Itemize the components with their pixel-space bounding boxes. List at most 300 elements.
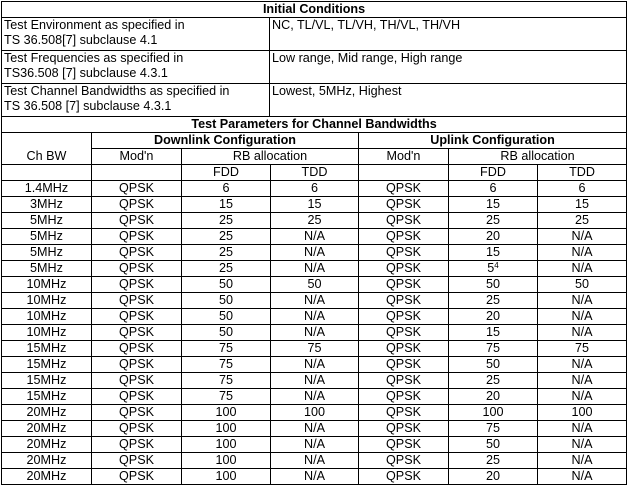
ul-fdd-rb-cell — [449, 277, 538, 293]
ul-modulation-cell — [359, 437, 449, 453]
ul-tdd-rb-cell-value: N/A — [571, 469, 593, 483]
ul-fdd-rb-cell — [449, 325, 538, 341]
dl-tdd-rb-cell-value: 50 — [307, 277, 322, 291]
ul-fdd-rb-cell — [449, 197, 538, 213]
ch-bw-cell-value: 20MHz — [26, 405, 67, 419]
ul-tdd-rb-cell-value: N/A — [571, 373, 593, 387]
ul-tdd-rb-cell-value: N/A — [571, 389, 593, 403]
initial-conditions-title: Initial Conditions — [2, 2, 627, 18]
table-row — [2, 341, 627, 357]
ul-fdd-rb-cell — [449, 421, 538, 437]
ul-modulation-cell-value: QPSK — [386, 309, 421, 323]
ul-tdd-rb-cell — [538, 277, 627, 293]
ul-modulation-cell — [359, 277, 449, 293]
ch-bw-cell — [2, 341, 92, 357]
dl-modulation-cell-value: QPSK — [119, 261, 154, 275]
ul-fdd-rb-cell-value: 20 — [485, 229, 500, 243]
condition-label — [2, 84, 270, 117]
table-row — [2, 293, 627, 309]
ch-bw-cell — [2, 469, 92, 485]
dl-fdd-rb-cell-value: 75 — [218, 389, 233, 403]
ch-bw-cell-value: 3MHz — [30, 197, 63, 211]
ul-modulation-cell-value: QPSK — [386, 277, 421, 291]
ch-bw-cell — [2, 437, 92, 453]
dl-fdd-rb-cell — [182, 293, 271, 309]
ul-modulation-cell-value: QPSK — [386, 213, 421, 227]
dl-tdd-rb-cell — [271, 389, 359, 405]
ch-bw-cell — [2, 405, 92, 421]
dl-fdd-rb-cell-value: 25 — [218, 261, 233, 275]
dl-fdd-rb-cell-value: 100 — [215, 405, 237, 419]
ul-tdd-rb-cell — [538, 437, 627, 453]
ul-tdd-rb-cell — [538, 261, 627, 277]
ul-modulation-cell-value: QPSK — [386, 245, 421, 259]
dl-fdd-rb-cell-value: 50 — [218, 277, 233, 291]
condition-value: Lowest, 5MHz, Highest — [270, 84, 627, 117]
table-row — [2, 245, 627, 261]
ul-modulation-cell-value: QPSK — [386, 181, 421, 195]
dl-fdd-rb-cell-value: 100 — [215, 453, 237, 467]
ul-fdd-rb-cell-value: 50 — [485, 437, 500, 451]
ul-tdd-rb-cell-value: 15 — [575, 197, 590, 211]
dl-tdd-rb-cell-value: N/A — [304, 309, 325, 323]
ul-tdd-rb-cell — [538, 213, 627, 229]
dl-modulation-cell — [92, 293, 182, 309]
dl-tdd-rb-cell — [271, 437, 359, 453]
ch-bw-cell — [2, 389, 92, 405]
ul-tdd-rb-cell — [538, 421, 627, 437]
dl-tdd-rb-cell — [271, 197, 359, 213]
ul-fdd-rb-cell-value: 75 — [485, 421, 500, 435]
dl-tdd-rb-cell — [271, 469, 359, 485]
ul-tdd-rb-cell — [538, 341, 627, 357]
dl-modulation-cell — [92, 245, 182, 261]
ch-bw-cell — [2, 181, 92, 197]
ul-fdd-rb-cell — [449, 453, 538, 469]
ul-tdd-rb-cell — [538, 357, 627, 373]
ch-bw-cell-value: 5MHz — [30, 261, 63, 275]
ul-tdd-rb-cell-value: N/A — [571, 309, 593, 323]
table-row — [2, 261, 627, 277]
ul-modulation-cell-value: QPSK — [386, 357, 421, 371]
table-row — [2, 357, 627, 373]
ch-bw-cell-value: 20MHz — [26, 421, 67, 435]
ul-modulation-cell-value: QPSK — [386, 197, 421, 211]
ul-tdd-rb-cell-value: N/A — [571, 261, 593, 275]
dl-fdd-rb-cell — [182, 421, 271, 437]
ch-bw-header-cell — [2, 133, 92, 149]
ul-tdd-rb-cell-value: N/A — [571, 245, 593, 259]
dl-fdd-rb-cell-value: 25 — [218, 229, 233, 243]
ul-modulation-cell — [359, 341, 449, 357]
test-parameters-title: Test Parameters for Channel Bandwidths — [2, 117, 627, 133]
ul-modulation-cell-value: QPSK — [386, 373, 421, 387]
ch-bw-header: Ch BW — [2, 149, 92, 165]
ul-fdd-rb-cell — [449, 261, 538, 277]
ul-fdd-rb-cell-value: 25 — [485, 453, 500, 467]
dl-modulation-cell-value: QPSK — [119, 453, 154, 467]
dl-modulation-cell — [92, 309, 182, 325]
table-row — [2, 309, 627, 325]
dl-fdd-rb-cell-value: 100 — [215, 421, 237, 435]
dl-tdd-rb-cell — [271, 213, 359, 229]
dl-tdd-rb-cell-value: 75 — [307, 341, 322, 355]
dl-modulation-cell-value: QPSK — [119, 341, 154, 355]
ul-tdd-header: TDD — [538, 165, 627, 181]
ul-tdd-rb-cell — [538, 229, 627, 245]
dl-modulation-cell — [92, 277, 182, 293]
dl-modulation-cell — [92, 389, 182, 405]
ul-modulation-cell — [359, 469, 449, 485]
dl-fdd-rb-cell — [182, 341, 271, 357]
condition-row — [2, 18, 627, 51]
ul-fdd-rb-cell-value: 15 — [485, 325, 500, 339]
ul-tdd-rb-cell-value: 25 — [575, 213, 590, 227]
table-row — [2, 181, 627, 197]
dl-fdd-rb-cell — [182, 309, 271, 325]
dl-fdd-rb-cell — [182, 325, 271, 341]
dl-modulation-cell-value: QPSK — [119, 325, 154, 339]
ul-fdd-rb-cell — [449, 389, 538, 405]
dl-fdd-rb-cell — [182, 261, 271, 277]
ul-tdd-rb-cell-value: N/A — [571, 437, 593, 451]
ch-bw-cell-value: 20MHz — [26, 453, 67, 467]
dl-fdd-rb-cell-value: 25 — [218, 245, 233, 259]
ul-fdd-rb-cell-value: 20 — [485, 389, 500, 403]
dl-fdd-rb-cell — [182, 389, 271, 405]
dl-modulation-cell-value: QPSK — [119, 181, 154, 195]
dl-tdd-rb-cell-value: N/A — [304, 469, 325, 483]
ul-fdd-rb-cell — [449, 293, 538, 309]
dl-tdd-rb-cell — [271, 421, 359, 437]
parameter-rows — [2, 181, 627, 485]
dl-tdd-rb-cell-value: N/A — [304, 245, 325, 259]
ul-tdd-rb-cell-value: 100 — [571, 405, 593, 419]
ch-bw-cell-value: 15MHz — [26, 357, 67, 371]
ul-modulation-cell — [359, 181, 449, 197]
ch-bw-cell — [2, 245, 92, 261]
dl-modulation-cell-value: QPSK — [119, 213, 154, 227]
ul-tdd-rb-cell — [538, 197, 627, 213]
dl-modulation-cell-value: QPSK — [119, 421, 154, 435]
ul-fdd-rb-cell-value: 50 — [485, 357, 500, 371]
ch-bw-cell-value: 20MHz — [26, 469, 67, 483]
ul-modulation-cell — [359, 405, 449, 421]
ul-tdd-rb-cell-value: N/A — [571, 357, 593, 371]
ul-tdd-rb-cell — [538, 373, 627, 389]
dl-modulation-cell-value: QPSK — [119, 229, 154, 243]
ul-fdd-rb-cell-value: 75 — [485, 341, 500, 355]
dl-modulation-cell — [92, 341, 182, 357]
ul-tdd-rb-cell-value: N/A — [571, 421, 593, 435]
ch-bw-cell — [2, 293, 92, 309]
ch-bw-cell-value: 1.4MHz — [24, 181, 69, 195]
ul-fdd-rb-cell — [449, 181, 538, 197]
test-parameters-table — [1, 117, 627, 485]
dl-tdd-rb-cell-value: 100 — [303, 405, 325, 419]
dl-modulation-cell-value: QPSK — [119, 469, 154, 483]
condition-label-line1: Test Frequencies as specified in — [4, 51, 184, 65]
ul-modulation-cell — [359, 357, 449, 373]
ul-tdd-rb-cell — [538, 245, 627, 261]
footnote-marker: 4 — [494, 261, 499, 270]
ul-modn-header: Mod'n — [359, 149, 449, 165]
dl-modulation-cell — [92, 405, 182, 421]
ch-bw-cell-value: 5MHz — [30, 213, 63, 227]
ul-modulation-cell-value: QPSK — [386, 389, 421, 403]
dl-tdd-rb-cell-value: N/A — [304, 261, 325, 275]
initial-conditions-table — [1, 1, 627, 117]
table-row — [2, 405, 627, 421]
ch-bw-cell-value: 10MHz — [26, 325, 67, 339]
ul-modulation-cell-value: QPSK — [386, 325, 421, 339]
table-row — [2, 469, 627, 485]
ch-bw-cell-value: 5MHz — [30, 229, 63, 243]
dl-modulation-cell — [92, 357, 182, 373]
dl-modn-blank-cell — [92, 165, 182, 181]
ul-modulation-cell — [359, 197, 449, 213]
condition-label-line1: Test Environment as specified in — [4, 18, 185, 32]
ch-bw-cell — [2, 229, 92, 245]
ch-bw-cell — [2, 261, 92, 277]
dl-tdd-rb-cell — [271, 453, 359, 469]
dl-tdd-rb-cell — [271, 325, 359, 341]
dl-tdd-rb-cell — [271, 293, 359, 309]
ul-fdd-rb-cell-value: 5 — [487, 261, 495, 275]
ch-bw-cell — [2, 325, 92, 341]
dl-tdd-rb-cell-value: N/A — [304, 389, 325, 403]
ch-bw-cell-value: 15MHz — [26, 373, 67, 387]
ul-fdd-rb-cell-value: 15 — [485, 245, 500, 259]
dl-tdd-rb-cell — [271, 405, 359, 421]
ul-fdd-rb-cell — [449, 309, 538, 325]
ul-fdd-rb-cell — [449, 357, 538, 373]
ul-fdd-rb-cell — [449, 437, 538, 453]
dl-modulation-cell-value: QPSK — [119, 373, 154, 387]
ul-fdd-rb-cell — [449, 373, 538, 389]
dl-tdd-rb-cell — [271, 277, 359, 293]
dl-tdd-rb-cell-value: 25 — [307, 213, 322, 227]
dl-fdd-rb-cell — [182, 181, 271, 197]
dl-fdd-rb-cell-value: 50 — [218, 309, 233, 323]
dl-tdd-rb-cell-value: N/A — [304, 373, 325, 387]
ul-fdd-rb-cell-value: 6 — [489, 181, 497, 195]
dl-modulation-cell — [92, 325, 182, 341]
table-row — [2, 213, 627, 229]
ul-modulation-cell-value: QPSK — [386, 437, 421, 451]
ul-fdd-rb-cell-value: 25 — [485, 293, 500, 307]
ul-modulation-cell — [359, 245, 449, 261]
table-row — [2, 373, 627, 389]
condition-label — [2, 18, 270, 51]
ch-bw-cell — [2, 277, 92, 293]
ul-modulation-cell-value: QPSK — [386, 261, 421, 275]
ch-bw-cell — [2, 309, 92, 325]
condition-row — [2, 84, 627, 117]
ul-modulation-cell-value: QPSK — [386, 469, 421, 483]
dl-modulation-cell — [92, 229, 182, 245]
ul-modulation-cell — [359, 389, 449, 405]
dl-fdd-rb-cell-value: 100 — [215, 469, 237, 483]
dl-fdd-header: FDD — [182, 165, 271, 181]
dl-modulation-cell — [92, 181, 182, 197]
ch-bw-cell-value: 10MHz — [26, 277, 67, 291]
dl-modulation-cell-value: QPSK — [119, 437, 154, 451]
ch-bw-cell-value: 5MHz — [30, 245, 63, 259]
ul-modulation-cell-value: QPSK — [386, 293, 421, 307]
dl-tdd-rb-cell — [271, 373, 359, 389]
dl-modulation-cell-value: QPSK — [119, 389, 154, 403]
dl-tdd-rb-cell — [271, 357, 359, 373]
dl-tdd-rb-cell-value: N/A — [304, 357, 325, 371]
dl-tdd-rb-cell-value: 6 — [310, 181, 318, 195]
ul-modulation-cell — [359, 213, 449, 229]
dl-modulation-cell — [92, 213, 182, 229]
dl-fdd-rb-cell — [182, 469, 271, 485]
dl-modulation-cell-value: QPSK — [119, 309, 154, 323]
dl-fdd-rb-cell-value: 100 — [215, 437, 237, 451]
dl-tdd-rb-cell-value: N/A — [304, 453, 325, 467]
ch-bw-cell — [2, 453, 92, 469]
ul-tdd-rb-cell — [538, 309, 627, 325]
ul-modulation-cell — [359, 453, 449, 469]
ul-tdd-rb-cell-value: N/A — [571, 293, 593, 307]
condition-label-line2: TS 36.508 [7] subclause 4.3.1 — [4, 99, 172, 113]
ul-modn-blank-cell — [359, 165, 449, 181]
ul-fdd-rb-cell-value: 50 — [485, 277, 500, 291]
dl-fdd-rb-cell — [182, 373, 271, 389]
dl-fdd-rb-cell-value: 50 — [218, 325, 233, 339]
table-row — [2, 229, 627, 245]
table-row — [2, 453, 627, 469]
condition-row — [2, 51, 627, 84]
ch-bw-cell — [2, 197, 92, 213]
ul-modulation-cell-value: QPSK — [386, 341, 421, 355]
condition-value: Low range, Mid range, High range — [270, 51, 627, 84]
dl-fdd-rb-cell-value: 75 — [218, 373, 233, 387]
ch-bw-cell — [2, 357, 92, 373]
dl-tdd-rb-cell — [271, 341, 359, 357]
dl-tdd-rb-cell-value: N/A — [304, 229, 325, 243]
ul-fdd-header: FDD — [449, 165, 538, 181]
ul-fdd-rb-cell-value: 20 — [485, 469, 500, 483]
ul-modulation-cell — [359, 309, 449, 325]
dl-modulation-cell — [92, 437, 182, 453]
ch-bw-cell — [2, 373, 92, 389]
dl-fdd-rb-cell-value: 75 — [218, 357, 233, 371]
ul-fdd-rb-cell — [449, 229, 538, 245]
dl-modulation-cell — [92, 261, 182, 277]
ul-fdd-rb-cell — [449, 213, 538, 229]
dl-fdd-rb-cell-value: 25 — [218, 213, 233, 227]
dl-fdd-rb-cell — [182, 277, 271, 293]
ul-fdd-rb-cell — [449, 469, 538, 485]
condition-label-line1: Test Channel Bandwidths as specified in — [4, 84, 230, 98]
condition-value: NC, TL/VL, TL/VH, TH/VL, TH/VH — [270, 18, 627, 51]
dl-fdd-rb-cell — [182, 453, 271, 469]
ul-fdd-rb-cell — [449, 341, 538, 357]
ul-modulation-cell-value: QPSK — [386, 405, 421, 419]
dl-modulation-cell — [92, 453, 182, 469]
ul-modulation-cell-value: QPSK — [386, 421, 421, 435]
dl-fdd-rb-cell-value: 15 — [218, 197, 233, 211]
dl-tdd-rb-cell — [271, 229, 359, 245]
table-row — [2, 325, 627, 341]
dl-modulation-cell-value: QPSK — [119, 277, 154, 291]
ul-modulation-cell — [359, 373, 449, 389]
table-row — [2, 437, 627, 453]
condition-label-line2: TS36.508 [7] subclause 4.3.1 — [4, 66, 168, 80]
dl-fdd-rb-cell-value: 6 — [222, 181, 230, 195]
ul-modulation-cell — [359, 229, 449, 245]
ul-fdd-rb-cell-value: 15 — [485, 197, 500, 211]
table-row — [2, 197, 627, 213]
ul-tdd-rb-cell-value: 75 — [575, 341, 590, 355]
downlink-config-header: Downlink Configuration — [92, 133, 359, 149]
ch-bw-blank-cell — [2, 165, 92, 181]
ul-rb-allocation-header: RB allocation — [449, 149, 627, 165]
table-row — [2, 389, 627, 405]
dl-tdd-header: TDD — [271, 165, 359, 181]
ul-tdd-rb-cell — [538, 469, 627, 485]
ul-modulation-cell — [359, 325, 449, 341]
ul-modulation-cell — [359, 421, 449, 437]
ch-bw-cell — [2, 213, 92, 229]
ul-modulation-cell-value: QPSK — [386, 453, 421, 467]
table-row — [2, 421, 627, 437]
dl-fdd-rb-cell — [182, 437, 271, 453]
ul-tdd-rb-cell-value: 6 — [578, 181, 586, 195]
ul-modulation-cell — [359, 261, 449, 277]
condition-label-line2: TS 36.508[7] subclause 4.1 — [4, 33, 158, 47]
dl-tdd-rb-cell-value: 15 — [307, 197, 322, 211]
dl-modulation-cell-value: QPSK — [119, 197, 154, 211]
ul-tdd-rb-cell-value: 50 — [575, 277, 590, 291]
condition-label — [2, 51, 270, 84]
ul-fdd-rb-cell-value: 20 — [485, 309, 500, 323]
dl-fdd-rb-cell — [182, 405, 271, 421]
dl-modulation-cell — [92, 373, 182, 389]
ul-fdd-rb-cell-value: 100 — [482, 405, 504, 419]
dl-tdd-rb-cell — [271, 261, 359, 277]
ul-tdd-rb-cell-value: N/A — [571, 229, 593, 243]
dl-tdd-rb-cell-value: N/A — [304, 437, 325, 451]
ul-fdd-rb-cell — [449, 245, 538, 261]
dl-modulation-cell — [92, 197, 182, 213]
ch-bw-cell-value: 15MHz — [26, 389, 67, 403]
ch-bw-cell-value: 15MHz — [26, 341, 67, 355]
ul-tdd-rb-cell — [538, 453, 627, 469]
dl-tdd-rb-cell — [271, 245, 359, 261]
dl-modn-header: Mod'n — [92, 149, 182, 165]
ch-bw-cell-value: 10MHz — [26, 293, 67, 307]
dl-fdd-rb-cell — [182, 357, 271, 373]
dl-modulation-cell-value: QPSK — [119, 357, 154, 371]
dl-modulation-cell — [92, 469, 182, 485]
dl-tdd-rb-cell-value: N/A — [304, 293, 325, 307]
ul-fdd-rb-cell-value: 25 — [485, 213, 500, 227]
dl-modulation-cell — [92, 421, 182, 437]
ch-bw-cell-value: 20MHz — [26, 437, 67, 451]
dl-fdd-rb-cell — [182, 245, 271, 261]
dl-tdd-rb-cell-value: N/A — [304, 421, 325, 435]
ch-bw-cell-value: 10MHz — [26, 309, 67, 323]
ul-tdd-rb-cell — [538, 405, 627, 421]
dl-modulation-cell-value: QPSK — [119, 293, 154, 307]
dl-fdd-rb-cell — [182, 197, 271, 213]
ul-fdd-rb-cell — [449, 405, 538, 421]
uplink-config-header: Uplink Configuration — [359, 133, 627, 149]
